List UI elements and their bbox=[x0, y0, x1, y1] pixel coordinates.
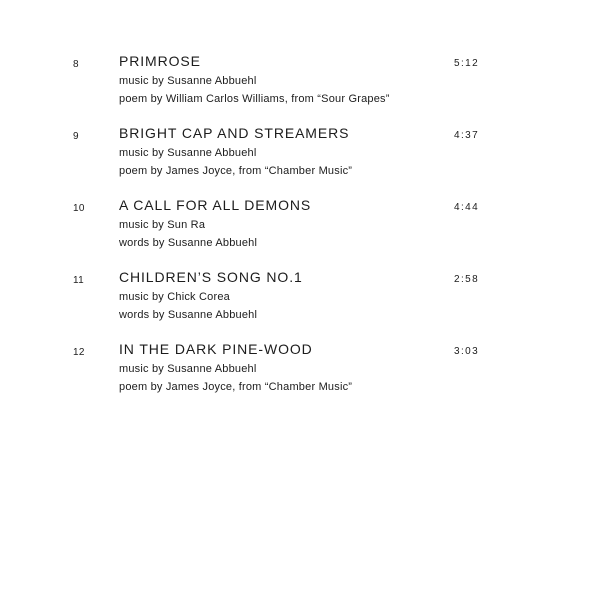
track-number: 8 bbox=[73, 59, 79, 70]
track-duration: 3:03 bbox=[454, 346, 480, 357]
track-credit-text: poem by James Joyce, from “Chamber Music” bbox=[119, 165, 353, 177]
track-credit-music: music by Sun Ra bbox=[119, 219, 206, 231]
track-8 bbox=[0, 53, 600, 113]
track-title: BRIGHT CAP AND STREAMERS bbox=[119, 125, 350, 141]
track-number: 12 bbox=[73, 347, 85, 358]
track-12 bbox=[0, 341, 600, 401]
track-title: CHILDREN’S SONG NO.1 bbox=[119, 269, 303, 285]
track-credit-text: poem by James Joyce, from “Chamber Music” bbox=[119, 381, 353, 393]
track-duration: 2:58 bbox=[454, 274, 480, 285]
track-credit-text: words by Susanne Abbuehl bbox=[119, 309, 258, 321]
track-title: A CALL FOR ALL DEMONS bbox=[119, 197, 312, 213]
track-11 bbox=[0, 269, 600, 329]
track-duration: 5:12 bbox=[454, 58, 480, 69]
track-title: PRIMROSE bbox=[119, 53, 201, 69]
track-duration: 4:44 bbox=[454, 202, 480, 213]
track-number: 11 bbox=[73, 275, 84, 286]
track-duration: 4:37 bbox=[454, 130, 480, 141]
track-credit-music: music by Susanne Abbuehl bbox=[119, 147, 257, 159]
track-number: 9 bbox=[73, 131, 79, 142]
track-title: IN THE DARK PINE-WOOD bbox=[119, 341, 313, 357]
track-credit-music: music by Susanne Abbuehl bbox=[119, 75, 257, 87]
track-number: 10 bbox=[73, 203, 85, 214]
track-credit-text: words by Susanne Abbuehl bbox=[119, 237, 258, 249]
track-credit-music: music by Chick Corea bbox=[119, 291, 230, 303]
track-9 bbox=[0, 125, 600, 185]
track-credit-music: music by Susanne Abbuehl bbox=[119, 363, 257, 375]
track-10 bbox=[0, 197, 600, 257]
track-credit-text: poem by William Carlos Williams, from “Sour Grapes” bbox=[119, 93, 390, 105]
